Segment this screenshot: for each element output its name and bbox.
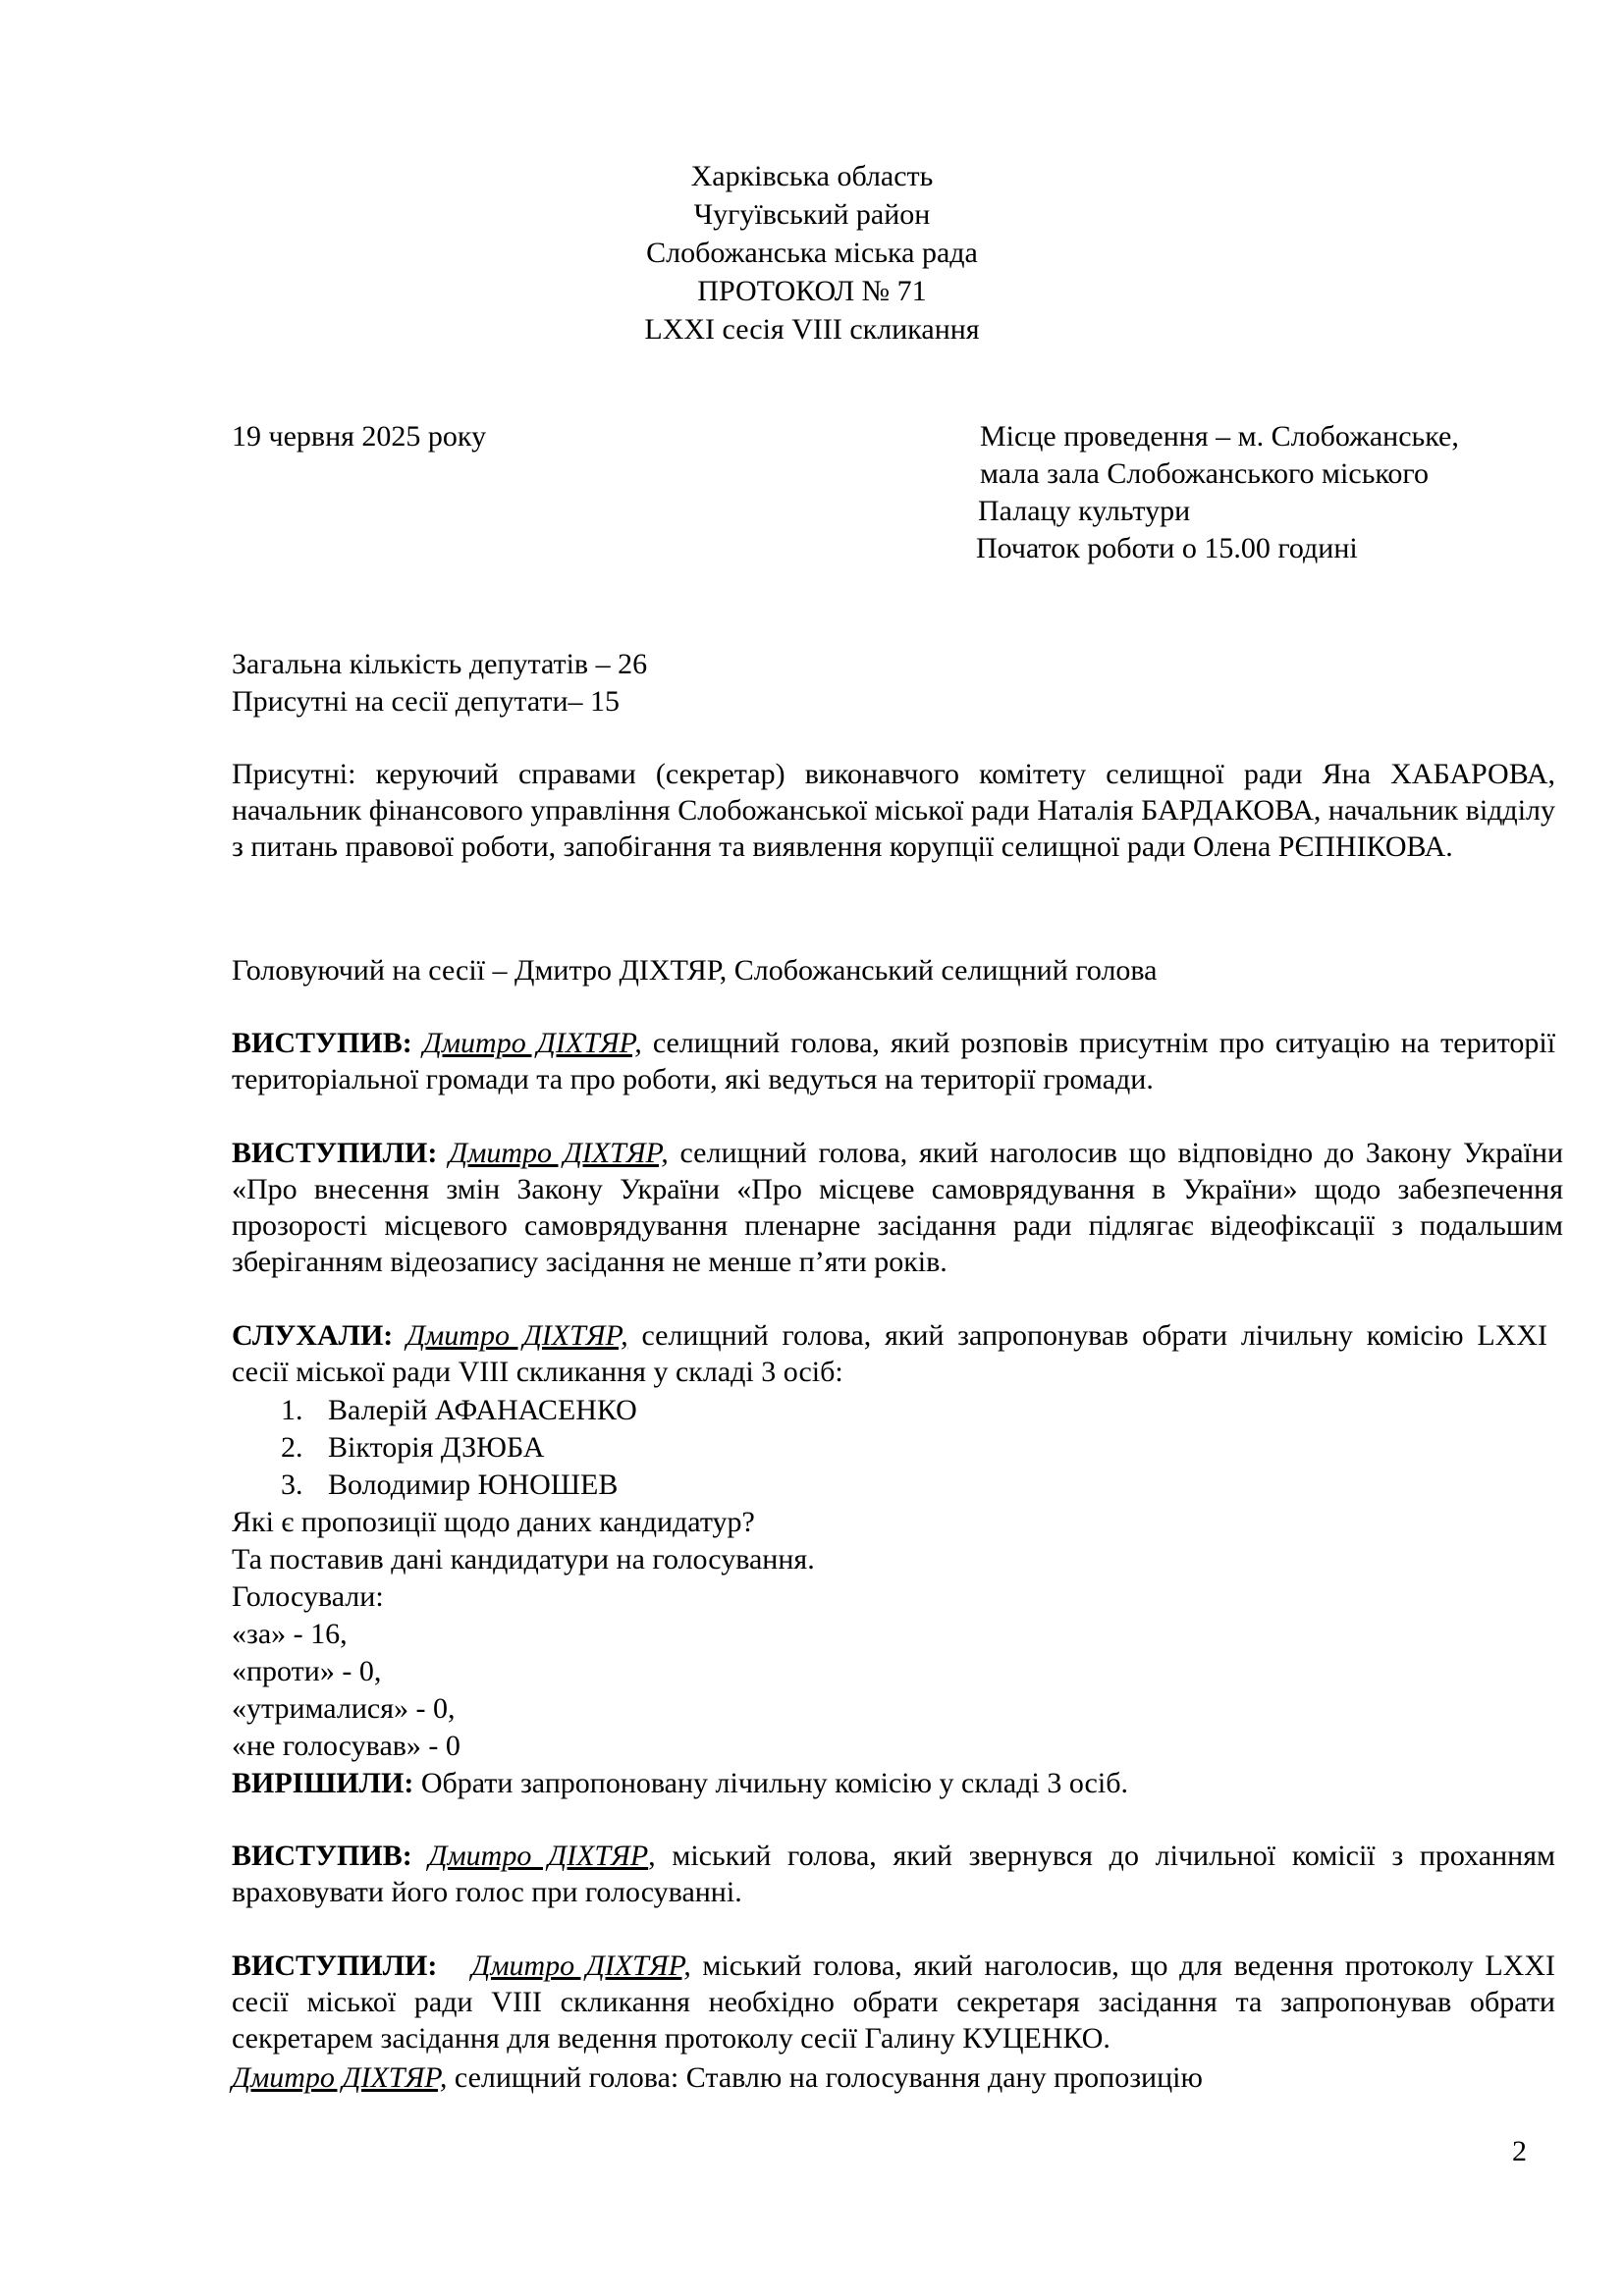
chair-line: Головуючий на сесії – Дмитро ДІХТЯР, Слобожанський селищний голова bbox=[232, 954, 1158, 987]
document-header bbox=[0, 157, 1624, 348]
meeting-place-line-2: мала зала Слобожанського міського bbox=[980, 457, 1429, 490]
chair-vote-text: селищний голова: Ставлю на голосування дану пропозицію bbox=[447, 2061, 1203, 2094]
section-text: селищний голова, який наголосив що відповідно до Закону України «Про внесення змін Закону України «Про місцеве самоврядування в України» щодо забезпечення прозорості місцевого самоврядування пленарне засідання ради підлягає відеофіксації з подальшим зберіганням відеозапису засідання не менше п’яти років. bbox=[232, 1137, 1563, 1278]
region-line: Харківська область bbox=[690, 160, 934, 192]
section-text: селищний голова, який запропонував обрати лічильну комісію LXXI сесії міської ради VIII скликання у складі 3 осіб: bbox=[232, 1319, 1547, 1388]
list-name: Вікторія ДЗЮБА bbox=[328, 1431, 545, 1464]
vote-against: «проти» - 0, bbox=[232, 1655, 382, 1687]
section-spoke-3 bbox=[232, 1838, 1555, 1910]
section-text: селищний голова, який розповів присутнім про ситуацію на території територіальної громади та про роботи, які ведуться на території громади. bbox=[232, 1027, 1556, 1095]
put-to-vote: Та поставив дані кандидатури на голосування. bbox=[232, 1543, 815, 1575]
speaker-name: Дмитро ДІХТЯР bbox=[428, 1840, 649, 1872]
start-time: Початок роботи о 15.00 годині bbox=[976, 532, 1358, 564]
page-number: 2 bbox=[1512, 2135, 1527, 2167]
voted-label: Голосували: bbox=[232, 1580, 384, 1613]
section-heard bbox=[232, 1317, 1547, 1390]
meeting-place-line-3: Палацу культури bbox=[978, 495, 1191, 527]
proposals-question: Які є пропозиції щодо даних кандидатур? bbox=[232, 1506, 755, 1538]
district-line: Чугуївський район bbox=[693, 198, 931, 231]
meeting-date: 19 червня 2025 року bbox=[232, 420, 487, 453]
session-line: LXXI сесія VIII скликання bbox=[644, 313, 980, 346]
council-line: Слобожанська міська рада bbox=[646, 237, 978, 269]
list-number: 2. bbox=[281, 1431, 303, 1464]
section-label: ВИСТУПИЛИ: bbox=[232, 1137, 438, 1169]
list-item bbox=[281, 1429, 544, 1466]
speaker-name: Дмитро ДІХТЯР, bbox=[471, 1949, 691, 1982]
meeting-place-line-1: Місце проведення – м. Слобожанське, bbox=[980, 420, 1459, 453]
list-number: 3. bbox=[281, 1468, 303, 1501]
vote-abstain: «утрималися» - 0, bbox=[232, 1692, 456, 1725]
total-deputies: Загальна кількість депутатів – 26 bbox=[232, 648, 648, 680]
section-text: міський голова, який наголосив, що для ведення протоколу LXXI сесії міської ради VIII скликання необхідно обрати секретаря засідання та запропонував обрати секретарем засідання для ведення протоколу сесії Галину КУЦЕНКО. bbox=[232, 1949, 1556, 2055]
list-item bbox=[281, 1392, 637, 1428]
vote-for: «за» - 16, bbox=[232, 1618, 348, 1650]
section-label: ВИСТУПИВ: bbox=[232, 1027, 412, 1059]
speaker-name: Дмитро ДІХТЯР, bbox=[449, 1137, 669, 1169]
section-spoke-2 bbox=[232, 1135, 1563, 1280]
speaker-name: Дмитро ДІХТЯР, bbox=[406, 1319, 628, 1352]
chair-vote-line bbox=[232, 2059, 1203, 2096]
list-item bbox=[281, 1467, 618, 1503]
decision-text: Обрати запропоновану лічильну комісію у складі 3 осіб. bbox=[413, 1767, 1128, 1799]
present-deputies: Присутні на сесії депутати– 15 bbox=[232, 685, 621, 718]
section-text: , міський голова, який звернувся до лічильної комісії з проханням враховувати його голос при голосуванні. bbox=[232, 1840, 1555, 1908]
section-label: ВИСТУПИВ: bbox=[232, 1840, 412, 1872]
speaker-name: Дмитро ДІХТЯР, bbox=[422, 1027, 642, 1059]
section-spoke-4 bbox=[232, 1948, 1555, 2056]
section-spoke-1 bbox=[232, 1025, 1555, 1097]
decision-line bbox=[232, 1765, 1128, 1801]
section-label: ВИСТУПИЛИ: bbox=[232, 1949, 438, 1982]
attendees-paragraph: Присутні: керуючий справами (секретар) виконавчого комітету селищної ради Яна ХАБАРОВА, начальник фінансового управління Слобожанської міської ради Наталія БАРДАКОВА, начальник відділу з питань правової роботи, запобігання та виявлення корупції селищної ради Олена РЄПНІКОВА. bbox=[232, 758, 1555, 863]
protocol-title: ПРОТОКОЛ № 71 bbox=[697, 275, 927, 307]
vote-not-voted: «не голосував» - 0 bbox=[232, 1730, 460, 1762]
list-name: Валерій АФАНАСЕНКО bbox=[328, 1394, 637, 1426]
list-name: Володимир ЮНОШЕВ bbox=[328, 1468, 619, 1501]
list-number: 1. bbox=[281, 1394, 303, 1426]
speaker-name: Дмитро ДІХТЯР, bbox=[232, 2061, 448, 2094]
decision-label: ВИРІШИЛИ: bbox=[232, 1767, 414, 1799]
section-label: СЛУХАЛИ: bbox=[232, 1319, 394, 1352]
